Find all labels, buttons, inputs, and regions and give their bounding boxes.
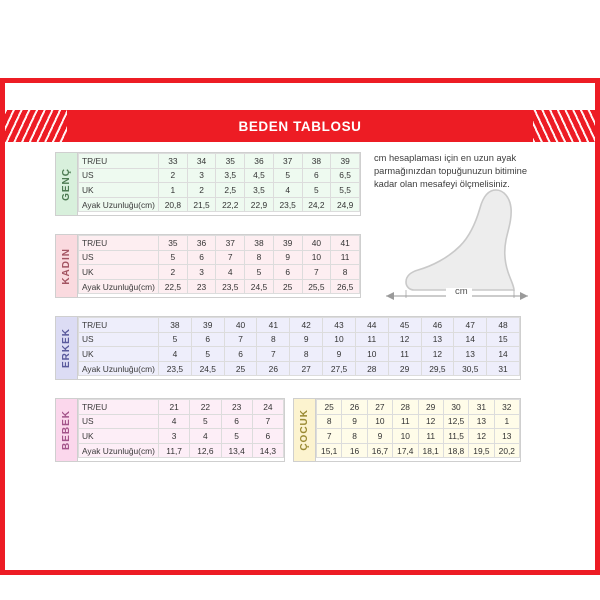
table-block-cocuk — [293, 398, 521, 462]
table-block-bebek — [55, 398, 285, 462]
table-row: Ayak Uzunluğu(cm) 23,5 24,5 25 26 27 27,5 28 29 29,5 30,5 31 — [79, 361, 520, 376]
page-title: BEDEN TABLOSU — [238, 118, 362, 134]
table-label-bebek: BEBEK — [56, 399, 78, 461]
table-row: 15,1 16 16,7 17,4 18,1 18,8 19,5 20,2 — [317, 443, 520, 458]
cm-label: cm — [455, 286, 468, 297]
table-row: US 2 3 3,5 4,5 5 6 6,5 — [79, 168, 360, 183]
frame-bar-right — [595, 78, 600, 575]
table-row: 8 9 10 11 12 12,5 13 1 — [317, 414, 520, 429]
table-row: Ayak Uzunluğu(cm) 11,7 12,6 13,4 14,3 — [79, 443, 284, 458]
table-label-cocuk: ÇOCUK — [294, 399, 316, 461]
cm-measure-arrow — [378, 286, 568, 306]
table-row: UK 4 5 6 7 8 9 10 11 12 13 14 — [79, 347, 520, 362]
table-row: 25 26 27 28 29 30 31 32 — [317, 400, 520, 415]
frame-bar-top — [0, 78, 600, 83]
table-cocuk — [316, 399, 520, 458]
table-row: TR/EU 38 39 40 41 42 43 44 45 46 47 48 — [79, 318, 520, 333]
table-erkek — [78, 317, 520, 376]
table-row: US 4 5 6 7 — [79, 414, 284, 429]
table-kadin — [78, 235, 360, 294]
table-row: UK 3 4 5 6 — [79, 429, 284, 444]
frame-bar-bottom — [0, 570, 600, 575]
table-row: 7 8 9 10 11 11,5 12 13 — [317, 429, 520, 444]
table-genc — [78, 153, 360, 212]
table-label-erkek: ERKEK — [56, 317, 78, 379]
table-row: US 5 6 7 8 9 10 11 12 13 14 15 — [79, 332, 520, 347]
table-label-genc: GENÇ — [56, 153, 78, 215]
table-bebek — [78, 399, 284, 458]
table-row: Ayak Uzunluğu(cm) 20,8 21,5 22,2 22,9 23,5 24,2 24,9 — [79, 197, 360, 212]
measurement-note: cm hesaplaması için en uzun ayak parmağınızdan topuğunuzun bitimine kadar olan mesafeyi ölçmelisiniz. — [374, 153, 527, 189]
title-banner — [5, 110, 595, 142]
frame-bar-left — [0, 78, 5, 575]
table-row: TR/EU 21 22 23 24 — [79, 400, 284, 415]
table-block-kadin — [55, 234, 361, 298]
table-row: TR/EU 33 34 35 36 37 38 39 — [79, 154, 360, 169]
table-row: Ayak Uzunluğu(cm) 22,5 23 23,5 24,5 25 25,5 26,5 — [79, 279, 360, 294]
table-block-genc — [55, 152, 361, 216]
table-label-kadin: KADIN — [56, 235, 78, 297]
foot-illustration — [378, 186, 568, 306]
hatch-decoration-left — [5, 110, 67, 142]
table-block-erkek — [55, 316, 521, 380]
table-row: TR/EU 35 36 37 38 39 40 41 — [79, 236, 360, 251]
table-row: UK 2 3 4 5 6 7 8 — [79, 265, 360, 280]
hatch-decoration-right — [533, 110, 595, 142]
table-row: US 5 6 7 8 9 10 11 — [79, 250, 360, 265]
table-row: UK 1 2 2,5 3,5 4 5 5,5 — [79, 183, 360, 198]
